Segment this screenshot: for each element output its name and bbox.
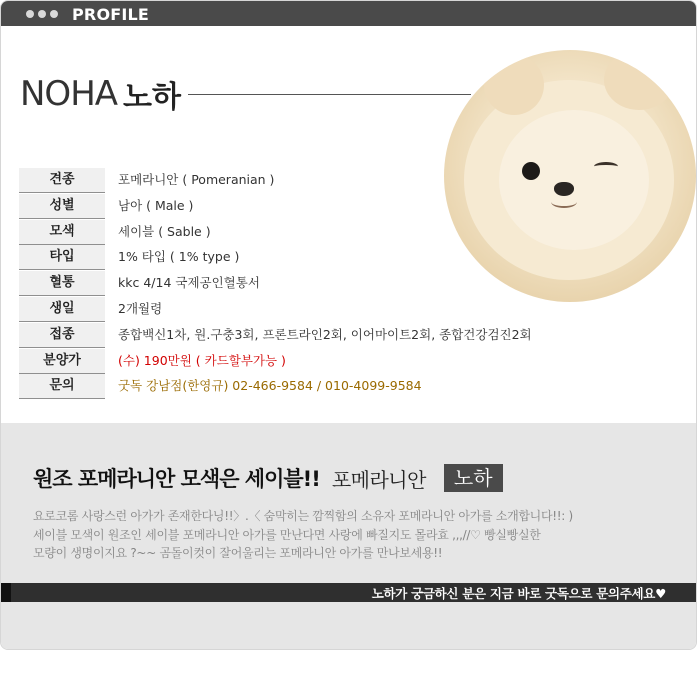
contact-value: 굿독 강남점(한영규) 02-466-9584 / 010-4099-9584 <box>118 378 422 394</box>
profile-name <box>20 74 181 114</box>
banner-text: 노하가 궁금하신 분은 지금 바로 굿독으로 문의주세요♥ <box>371 586 666 601</box>
info-label: 문의 <box>19 374 105 399</box>
description-line: 모량이 생명이지요 ?~~ 곰돌이컷이 잘어울리는 포메라니안 아가를 만나보세용!! <box>33 546 443 560</box>
description-line: 요로코롬 사랑스런 아가가 존재한다닝!!〉.〈 숨막히는 깜찍함의 소유자 포메라니안 아가를 소개합니다!!: ) <box>33 509 573 523</box>
info-value: 종합백신1차, 원.구충3회, 프론트라인2회, 이어마이트2회, 종합건강검진2회 <box>118 326 532 342</box>
info-value: 포메라니안 ( Pomeranian ) <box>118 172 275 187</box>
headline-breed: 포메라니안 <box>331 467 426 492</box>
headline-name-tag: 노하 <box>444 464 503 492</box>
description-line: 세이블 모색이 원조인 세이블 포메라니안 아가를 만난다면 사랑에 빠질지도 몰라효 ,,,//♡ 빵실빵실한 <box>33 527 541 542</box>
puppy-photo <box>444 50 696 302</box>
feature-headline <box>33 463 503 493</box>
window-dots-icon <box>26 10 58 18</box>
info-value: 1% 타입 ( 1% type ) <box>118 249 240 265</box>
info-value: 남아 ( Male ) <box>118 197 194 213</box>
info-label: 분양가 <box>19 349 105 374</box>
inquiry-banner <box>1 583 696 602</box>
name-english: NOHA <box>20 74 118 114</box>
info-label: 타입 <box>19 245 105 270</box>
name-korean: 노하 <box>123 80 181 115</box>
banner-tab <box>1 583 11 602</box>
info-label: 혈통 <box>19 271 105 296</box>
header-bar <box>1 1 696 26</box>
info-value: 2개월령 <box>118 300 163 316</box>
info-value: 세이블 ( Sable ) <box>118 223 211 239</box>
feature-description <box>33 507 673 563</box>
headline-text: 원조 포메라니안 모색은 세이블!! <box>33 467 320 491</box>
info-value: kkc 4/14 국제공인혈통서 <box>118 275 260 291</box>
price-value: (수) 190만원 ( 카드할부가능 ) <box>118 352 286 368</box>
header-title: PROFILE <box>72 5 150 24</box>
info-label: 접종 <box>19 323 105 348</box>
info-label: 견종 <box>19 168 105 193</box>
name-divider <box>188 94 471 95</box>
info-label: 생일 <box>19 297 105 322</box>
info-label: 성별 <box>19 194 105 219</box>
info-label: 모색 <box>19 220 105 245</box>
